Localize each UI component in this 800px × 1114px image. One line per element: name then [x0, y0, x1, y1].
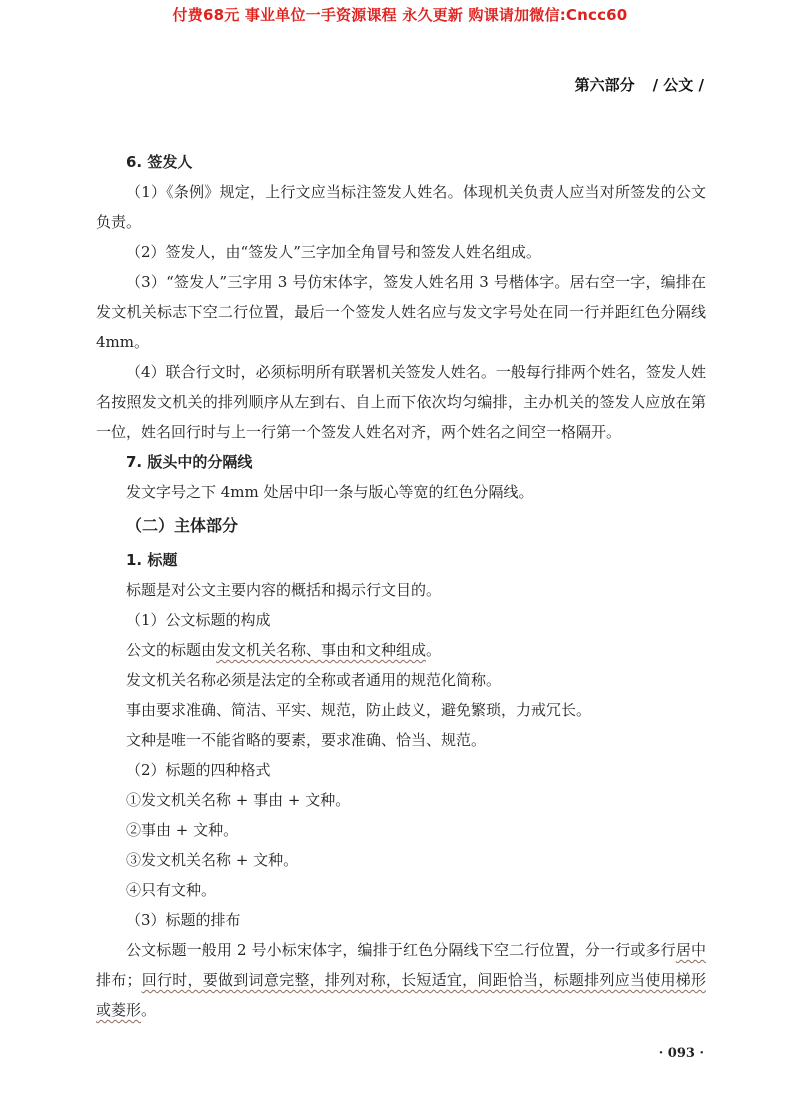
paragraph: （3）“签发人”三字用 3 号仿宋体字，签发人姓名用 3 号楷体字。居右空一字，编排在发文机关标志下空二行位置，最后一个签发人姓名应与发文字号处在同一行并距红色分隔线 4mm。 [96, 273, 706, 351]
subheading: （3）标题的排布 [126, 911, 241, 929]
category-label: / 公文 / [652, 76, 704, 94]
paragraph: 发文字号之下 4mm 处居中印一条与版心等宽的红色分隔线。 [126, 483, 534, 501]
subheading: （2）标题的四种格式 [126, 761, 271, 779]
format-item: ③发文机关名称 + 文种。 [126, 851, 299, 869]
paragraph [96, 635, 706, 665]
paragraph: （4）联合行文时，必须标明所有联署机关签发人姓名。一般每行排两个姓名，签发人姓名按照发文机关的排列顺序从左到右、自上而下依次均匀编排，主办机关的签发人应放在第一位，姓名回行时与上一行第一个签发人姓名对齐，两个姓名之间空一格隔开。 [96, 363, 706, 441]
paragraph [96, 935, 706, 1025]
text-run: 。 [141, 1001, 157, 1019]
text-run: 排布； [96, 971, 142, 989]
wavy-underlined-text: 回行时，要做到词意完整，排列对称，长短适宜，间距恰当，标题排列应当使用梯形或菱形 [96, 971, 706, 1019]
section-header [575, 74, 704, 95]
document-body [96, 147, 706, 1025]
subheading: （1）公文标题的构成 [126, 611, 271, 629]
text-run: 公文的标题由 [126, 641, 217, 659]
page-number: · 093 · [658, 1046, 704, 1061]
heading-main-body: （二）主体部分 [126, 516, 239, 535]
paragraph: 文种是唯一不能省略的要素，要求准确、恰当、规范。 [126, 731, 487, 749]
heading-separator-line: 7. 版头中的分隔线 [126, 453, 253, 471]
paragraph: （1）《条例》规定，上行文应当标注签发人姓名。体现机关负责人应当对所签发的公文负责。 [96, 183, 706, 231]
format-item: ②事由 + 文种。 [126, 821, 239, 839]
paragraph: 发文机关名称必须是法定的全称或者通用的规范化简称。 [126, 671, 502, 689]
paragraph: （2）签发人，由“签发人”三字加全角冒号和签发人姓名组成。 [126, 243, 541, 261]
text-run: 。 [426, 641, 442, 659]
heading-title: 1. 标题 [126, 551, 178, 569]
format-item: ④只有文种。 [126, 881, 217, 899]
paragraph: 标题是对公文主要内容的概括和揭示行文目的。 [126, 581, 442, 599]
section-label: 第六部分 [574, 76, 635, 94]
heading-signatory: 6. 签发人 [126, 153, 193, 171]
wavy-underlined-text: 发文机关名称、事由和文种组成 [216, 641, 427, 659]
format-item: ①发文机关名称 + 事由 + 文种。 [126, 791, 351, 809]
text-run: 公文标题一般用 2 号小标宋体字，编排于红色分隔线下空二行位置，分一行或多行 [126, 941, 676, 959]
wavy-underlined-text: 居中 [675, 941, 706, 959]
paragraph: 事由要求准确、简洁、平实、规范，防止歧义，避免繁琐，力戒冗长。 [126, 701, 592, 719]
watermark-banner: 付费68元 事业单位一手资源课程 永久更新 购课请加微信:Cncc60 [172, 6, 628, 24]
